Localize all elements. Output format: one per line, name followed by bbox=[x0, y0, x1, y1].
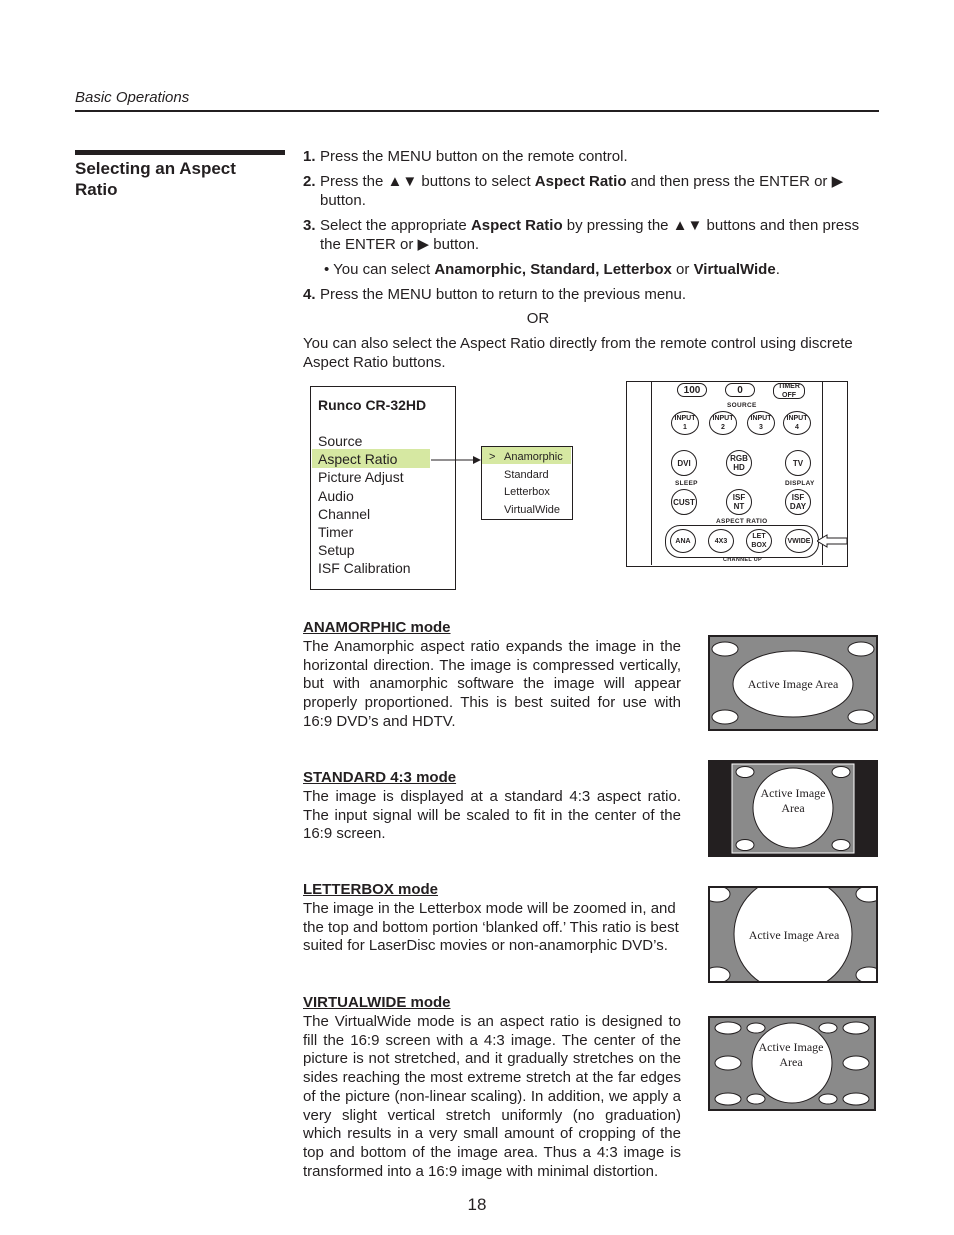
virtualwide-description: The VirtualWide mode is an aspect ratio is designed to fill the 16:9 screen with a 4:3 image. The center of the picture is not stretched, and it gradually stretches on the sides reaching the most extreme stretch at the far edges of the picture (non-linear scaling). In addition, we apply a very slight vertical stretch uniformly (no graduation) which results in a very small amount of cropping of the top and bottom of the image area. Thus a 4:3 image is transformed into a 16:9 image with minimal distortion. bbox=[303, 1013, 681, 1180]
aspect-submenu bbox=[481, 446, 573, 520]
menu-item-picture-adjust: Picture Adjust bbox=[318, 469, 404, 486]
remote-button-ana: ANA bbox=[670, 529, 696, 553]
remote-button-rgb-hd: RGB HD bbox=[726, 450, 752, 476]
standard-diagram-label: Active Image Area bbox=[760, 786, 826, 815]
step-4: 4. Press the MENU button to return to the previous menu. bbox=[303, 286, 687, 303]
submenu-item-anamorphic: > Anamorphic bbox=[489, 451, 563, 463]
menu-item-isf-calibration: ISF Calibration bbox=[318, 560, 411, 577]
menu-item-audio: Audio bbox=[318, 487, 354, 504]
display-label: DISPLAY bbox=[785, 480, 815, 487]
channel-up-label: CHANNEL UP bbox=[723, 557, 762, 563]
submenu-item-standard: Standard bbox=[504, 468, 549, 481]
pointer-arrow-icon bbox=[817, 534, 847, 548]
step-1: 1. Press the MENU button on the remote control. bbox=[303, 148, 628, 165]
remote-button-input-1: INPUT 1 bbox=[671, 411, 699, 435]
submenu-item-letterbox: Letterbox bbox=[504, 486, 550, 498]
step-2: 2. Press the ▲▼ buttons to select Aspect Ratio and then press the ENTER or ▶ button. bbox=[303, 173, 844, 209]
virtualwide-heading: VIRTUALWIDE mode bbox=[303, 994, 451, 1011]
remote-button-input-2: INPUT 2 bbox=[709, 411, 737, 435]
submenu-item-virtualwide: VirtualWide bbox=[504, 503, 561, 516]
anamorphic-diagram-label: Active Image Area bbox=[747, 677, 839, 691]
submenu-arrow-icon bbox=[431, 455, 481, 465]
remote-button-100: 100 bbox=[677, 383, 707, 397]
or-divider: OR bbox=[526, 310, 550, 327]
standard-heading: STANDARD 4:3 mode bbox=[303, 769, 457, 786]
letterbox-heading: LETTERBOX mode bbox=[303, 881, 439, 898]
remote-button-tv: TV bbox=[785, 450, 811, 476]
remote-control bbox=[626, 381, 848, 567]
source-label: SOURCE bbox=[727, 402, 757, 409]
standard-description: The image is displayed at a standard 4:3 aspect ratio. The input signal will be scaled to fit in the center of the 16:9 screen. bbox=[303, 788, 681, 843]
virtualwide-diagram-label: Active Image Area bbox=[758, 1040, 824, 1069]
remote-button-input-4: INPUT 4 bbox=[783, 411, 811, 435]
header-rule bbox=[75, 110, 879, 112]
aspect-ratio-label: ASPECT RATIO bbox=[716, 518, 768, 525]
remote-button-vwide: VWIDE bbox=[785, 529, 813, 553]
anamorphic-heading: ANAMORPHIC mode bbox=[303, 619, 451, 636]
submenu-items bbox=[484, 449, 563, 519]
osd-menu bbox=[310, 386, 456, 590]
remote-button-cust: CUST bbox=[671, 489, 697, 515]
remote-button-timer-off: TIMER OFF bbox=[773, 383, 805, 399]
menu-item-source: Source bbox=[318, 433, 363, 449]
menu-item-setup: Setup bbox=[318, 542, 355, 559]
section-header: Basic Operations bbox=[75, 89, 190, 106]
remote-button-dvi: DVI bbox=[671, 450, 697, 476]
steps-list bbox=[303, 147, 878, 310]
anamorphic-description: The Anamorphic aspect ratio expands the image in the horizontal direction. The image is compressed vertically, but with anamorphic software the image will appear properly proportioned. This is best suited for use with 16:9 DVD’s and HDTV. bbox=[303, 638, 681, 730]
sleep-label: SLEEP bbox=[675, 480, 698, 487]
section-title: Selecting an Aspect Ratio bbox=[75, 159, 236, 199]
remote-button-input-3: INPUT 3 bbox=[747, 411, 775, 435]
remote-button-4x3: 4X3 bbox=[708, 529, 734, 553]
menu-item-channel: Channel bbox=[318, 505, 371, 522]
menu-item-timer: Timer bbox=[318, 524, 354, 541]
letterbox-diagram-label: Active Image Area bbox=[748, 928, 840, 942]
alternate-method-text: You can also select the Aspect Ratio directly from the remote control using discrete Aspect Ratio buttons. bbox=[303, 335, 853, 371]
step-3: 3. Select the appropriate Aspect Ratio by pressing the ▲▼ buttons and then press the ENTER or ▶ button. bbox=[303, 217, 860, 253]
remote-button-letterbox: LET BOX bbox=[746, 529, 772, 553]
letterbox-description: The image in the Letterbox mode will be zoomed in, and the top and bottom portion ‘blanked off.’ This ratio is best suited for LaserDisc movies or non-anamorphic DVD’s. bbox=[303, 900, 679, 955]
section-title-rule bbox=[75, 150, 285, 155]
menu-items bbox=[318, 432, 411, 578]
remote-button-isf-nt: ISF NT bbox=[726, 489, 752, 515]
menu-title: Runco CR-32HD bbox=[318, 397, 427, 413]
remote-button-isf-day: ISF DAY bbox=[785, 489, 811, 515]
step-3-bullet: • You can select Anamorphic, Standard, Letterbox or VirtualWide. bbox=[324, 261, 780, 278]
page-number: 18 bbox=[467, 1195, 487, 1214]
remote-button-0: 0 bbox=[725, 383, 755, 397]
menu-item-aspect-ratio: Aspect Ratio bbox=[318, 451, 398, 468]
